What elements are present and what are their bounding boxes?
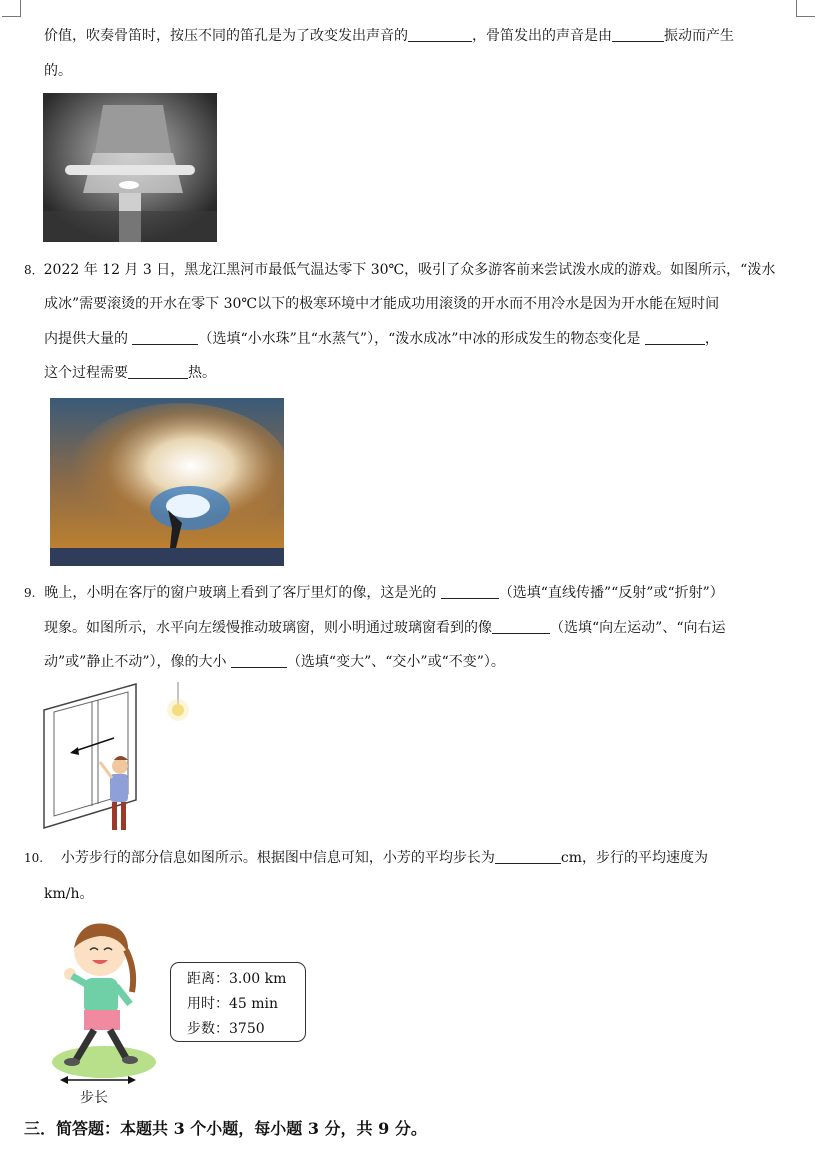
q8-line-3: 内提供大量的 （选填“小水珠”且“水蒸气”），“泼水成冰”中冰的形成发生的物态变化是 ， <box>44 331 719 347</box>
q7-blank-2[interactable] <box>612 27 664 42</box>
water-to-ice-photo <box>50 398 284 566</box>
info-steps: 步数：3750 <box>187 1021 265 1037</box>
info-distance: 距离：3.00 km <box>187 971 287 987</box>
q9-blank-3[interactable] <box>231 653 287 668</box>
q7-line-2: 的。 <box>44 63 72 79</box>
q10-blank-1[interactable] <box>495 849 561 864</box>
q9-line-3: 动”或”静止不动”），像的大小 （选填“变大”、“交小”或“不变”）。 <box>44 654 505 670</box>
bone-flute-photo <box>43 93 217 242</box>
walking-girl-illustration <box>40 920 172 1110</box>
window-lamp-diagram <box>40 680 200 838</box>
q9-line-2: 现象。如图所示，水平向左缓慢推动玻璃窗，则小明通过玻璃窗看到的像 （选填“向左运动”、“向右运 <box>44 620 726 636</box>
q8-blank-2[interactable] <box>645 330 705 345</box>
section-3-heading: 三．简答题：本题共 3 个小题，每小题 3 分，共 9 分。 <box>24 1119 427 1138</box>
q9-line-1: 9. 晚上，小明在客厅的窗户玻璃上看到了客厅里灯的像，这是光的 （选填“直线传播”“反射”或“折射”） <box>24 585 724 601</box>
q10-line-1: 10. 小芳步行的部分信息如图所示。根据图中信息可知，小芳的平均步长为 cm，步行的平均速度为 <box>24 850 709 866</box>
q8-line-1: 8．2022 年 12 月 3 日，黑龙江黑河市最低气温达零下 30℃，吸引了众多游客前来尝试泼水成的游戏。如图所示，“泼水 <box>24 262 776 278</box>
q10-line-2: km/h。 <box>44 886 94 902</box>
q8-blank-1[interactable] <box>132 330 198 345</box>
stride-label: 步长 <box>80 1090 108 1106</box>
info-duration: 用时：45 min <box>187 996 279 1012</box>
q7-line-1: 价值，吹奏骨笛时，按压不同的笛孔是为了改变发出声音的 ，骨笛发出的声音是由 振动而产生 <box>44 28 734 44</box>
q8-line-2: 成冰”需要滚烫的开水在零下 30℃以下的极寒环境中才能成功用滚烫的开水而不用冷水是因为开水能在短时间 <box>44 296 720 312</box>
q9-blank-1[interactable] <box>441 584 499 599</box>
page-corner-mark-left <box>2 0 21 17</box>
walk-info-box <box>170 962 306 1042</box>
q8-line-4: 这个过程需要 热。 <box>44 365 216 381</box>
q8-blank-3[interactable] <box>128 364 188 379</box>
page-corner-mark-right <box>796 0 815 17</box>
q9-blank-2[interactable] <box>492 619 550 634</box>
q7-blank-1[interactable] <box>408 27 472 42</box>
